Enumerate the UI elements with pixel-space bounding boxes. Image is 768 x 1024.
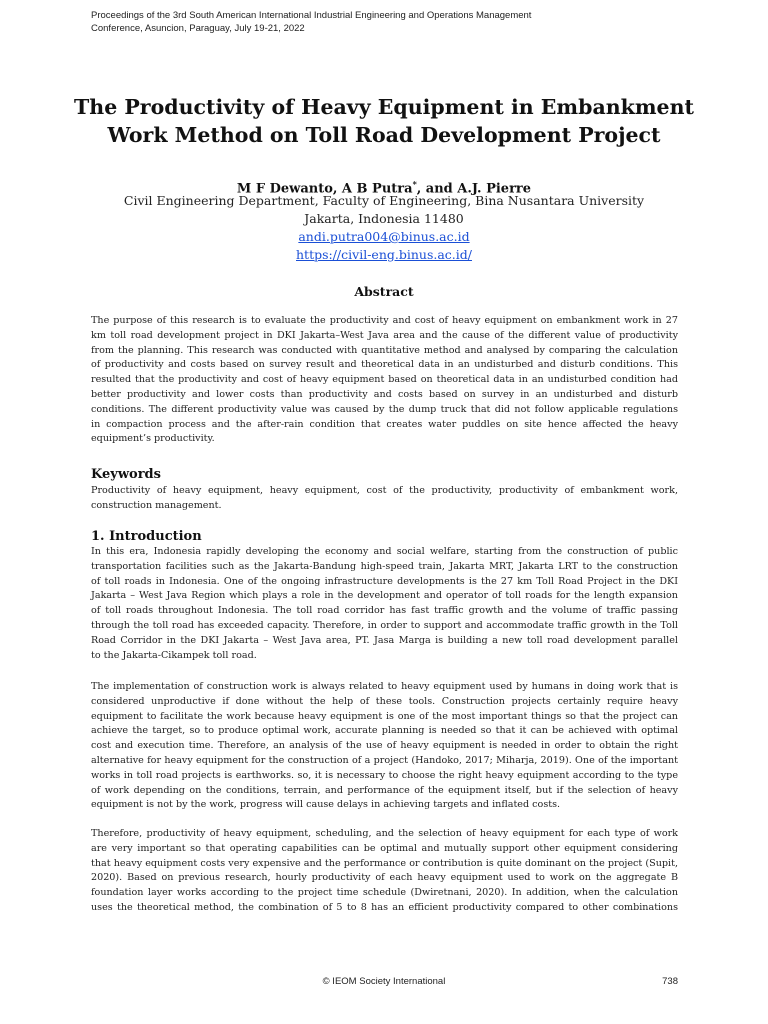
text-line: in compaction process and the after-rain condition that creates water puddles on site hence affected the heavy: [91, 418, 678, 430]
text-line: equipment’s productivity.: [91, 433, 215, 445]
proceedings-header-line: Proceedings of the 3rd South American International Industrial Engineering and Operations Management: [91, 10, 532, 21]
text-line: km toll road development project in DKI Jakarta–West Java area and the cause of the different value of productivity: [91, 329, 678, 341]
text-line: foundation layer works according to the project time schedule (Dwiretnani, 2020). In addition, when the calculation: [91, 887, 678, 899]
corresponding-author-mark: *: [412, 179, 417, 189]
introduction-paragraph-1: [91, 545, 678, 663]
text-line: alternative for heavy equipment for the construction of a project (Handoko, 2017; Miharja, 2019). One of the important: [91, 754, 678, 766]
paper-title: [60, 93, 708, 149]
introduction-paragraph-2: [91, 680, 678, 813]
author-names: M F Dewanto, A B Putra: [236, 181, 413, 197]
text-line: better productivity and lower costs than productivity and costs based on survey in an undisturbed and disturb: [91, 388, 678, 400]
paper-title-line: Work Method on Toll Road Development Project: [107, 123, 661, 147]
text-line: are very important so that operating capabilities can be optimal and mutually support other equipment considering: [91, 842, 678, 854]
text-line: achieve the target, so to produce optimal work, accurate planning is needed so that it can be achieved with optimal: [91, 725, 678, 737]
keywords-text: [91, 484, 678, 514]
affiliation-block: [60, 192, 708, 264]
proceedings-header: [91, 9, 711, 35]
text-line: from the planning. This research was conducted with quantitative method and analysed by comparing the calculation: [91, 344, 678, 356]
proceedings-header-line: Conference, Asuncion, Paraguay, July 19-21, 2022: [91, 23, 305, 34]
author-names-tail: , and A.J. Pierre: [416, 181, 532, 197]
text-line: works in toll road projects is earthworks. so, it is necessary to choose the right heavy equipment according to the type: [91, 769, 678, 781]
department-website-link[interactable]: https://civil-eng.binus.ac.id/: [296, 247, 472, 262]
text-line: Productivity of heavy equipment, heavy equipment, cost of the productivity, productivity of embankment work,: [91, 485, 678, 496]
text-line: The purpose of this research is to evaluate the productivity and cost of heavy equipment on embankment work in 27: [91, 315, 678, 326]
text-line: Jakarta – West Java Region which plays a role in the development and operator of toll roads for the length expansion: [91, 590, 678, 602]
text-line: 2020). Based on previous research, hourly productivity of each heavy equipment used to work on the aggregate B: [91, 872, 678, 884]
introduction-paragraph-3: [91, 827, 678, 916]
text-line: of toll roads throughout Indonesia. The toll road corridor has fast traffic growth and the volume of traffic passing: [91, 605, 678, 617]
text-line: of work depending on the conditions, terrain, and performance of the equipment itself, but if the selection of heavy: [91, 784, 678, 796]
text-line: that heavy equipment costs very expensive and the performance or contribution is quite dominant on the project (Supit,: [91, 857, 678, 869]
text-line: Therefore, productivity of heavy equipment, scheduling, and the selection of heavy equipment for each type of work: [91, 828, 678, 839]
text-line: equipment is not by the work, progress will cause delays in achieving targets and inflated costs.: [91, 799, 561, 811]
text-line: through the toll road has exceeded capacity. Therefore, in order to support and accommodate traffic growth in the Toll: [91, 619, 678, 631]
abstract-text: [91, 314, 678, 447]
affiliation-location: Jakarta, Indonesia 11480: [304, 211, 464, 226]
text-line: conditions. The different productivity value was caused by the dump truck that did not follow applicable regulations: [91, 403, 678, 415]
text-line: The implementation of construction work is always related to heavy equipment used by humans in doing work that is: [91, 681, 678, 692]
keywords-heading: Keywords: [91, 467, 161, 482]
paper-title-line: The Productivity of Heavy Equipment in Embankment: [74, 95, 694, 119]
page-number: 738: [662, 976, 678, 987]
text-line: transportation facilities such as the Jakarta-Bandung high-speed train, Jakarta MRT, Jakarta LRT to the construction: [91, 560, 678, 572]
text-line: considered unproductive if done without the help of these tools. Construction projects certainly require heavy: [91, 695, 678, 707]
text-line: equipment to facilitate the work because heavy equipment is one of the most important things so that the project can: [91, 710, 678, 722]
text-line: to the Jakarta-Cikampek toll road.: [91, 649, 257, 661]
abstract-heading: Abstract: [354, 284, 414, 299]
text-line: Road Corridor in the DKI Jakarta – West Java area, PT. Jasa Marga is building a new toll road development parallel: [91, 634, 678, 646]
text-line: of productivity and costs based on survey result and theoretical data in an undisturbed and disturb conditions. This: [91, 359, 678, 371]
text-line: resulted that the productivity and cost of heavy equipment based on theoretical data in an undisturbed condition had: [91, 374, 678, 386]
text-line: cost and execution time. Therefore, an analysis of the use of heavy equipment is needed in order to obtain the right: [91, 740, 678, 752]
affiliation-department: Civil Engineering Department, Faculty of Engineering, Bina Nusantara University: [123, 193, 645, 208]
text-line: construction management.: [91, 499, 222, 511]
introduction-heading: 1. Introduction: [91, 529, 202, 544]
author-email-link[interactable]: andi.putra004@binus.ac.id: [298, 229, 470, 244]
copyright-footer: © IEOM Society International: [322, 976, 446, 987]
text-line: In this era, Indonesia rapidly developing the economy and social welfare, starting from the construction of public: [91, 546, 678, 557]
text-line: uses the theoretical method, the combination of 5 to 8 has an efficient productivity compared to other combinations: [91, 901, 678, 913]
text-line: of toll roads in Indonesia. One of the ongoing infrastructure developments is the 27 km Toll Road Project in the DKI: [91, 575, 678, 587]
